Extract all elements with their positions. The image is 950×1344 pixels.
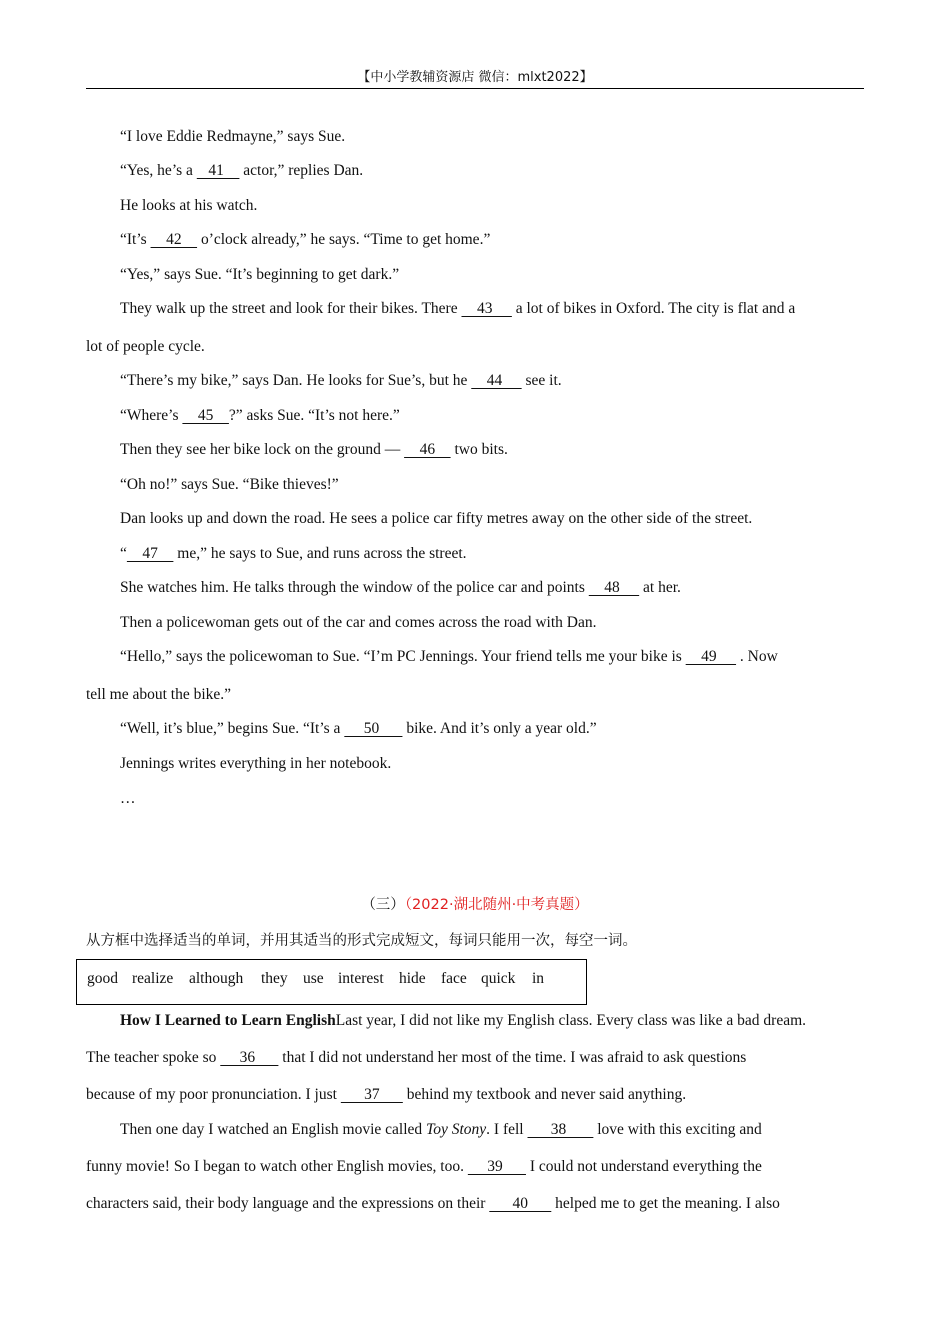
story-line: “ 47 me,” he says to Sue, and runs across the street. (120, 545, 467, 562)
movie-title: Toy Stony (426, 1121, 487, 1138)
story-line: Jennings writes everything in her notebook. (120, 755, 392, 772)
blank-41[interactable]: 41 (196, 162, 240, 179)
passage-line: Then one day I watched an English movie called Toy Stony. I fell 38 love with this exciting and (120, 1121, 762, 1138)
story-line: “Hello,” says the policewoman to Sue. “I’m PC Jennings. Your friend tells me your bike is 49 . Now (120, 648, 778, 665)
word-bank-item: interest (338, 970, 384, 987)
word-bank-item: quick (481, 970, 516, 987)
blank-46[interactable]: 46 (404, 441, 451, 458)
blank-44[interactable]: 44 (471, 372, 522, 389)
word-bank-item: face (441, 970, 467, 987)
story-line: “It’s 42 o’clock already,” he says. “Time to get home.” (120, 231, 491, 248)
word-bank-item: although (189, 970, 244, 987)
blank-39[interactable]: 39 (467, 1158, 526, 1175)
story-line: “Well, it’s blue,” begins Sue. “It’s a 50 bike. And it’s only a year old.” (120, 720, 597, 737)
passage-line: because of my poor pronunciation. I just 37 behind my textbook and never said anything. (86, 1086, 687, 1103)
word-bank-item: they (261, 970, 288, 987)
story-line: “Oh no!” says Sue. “Bike thieves!” (120, 476, 339, 493)
word-bank-item: good (87, 970, 118, 987)
story-line: She watches him. He talks through the window of the police car and points 48 at her. (120, 579, 681, 596)
story-line: “Yes,” says Sue. “It’s beginning to get dark.” (120, 266, 400, 283)
blank-49[interactable]: 49 (685, 648, 737, 665)
blank-50[interactable]: 50 (344, 720, 403, 737)
story-line: Then a policewoman gets out of the car and comes across the road with Dan. (120, 614, 597, 631)
passage-line: characters said, their body language and the expressions on their 40 helped me to get the meaning. I also (86, 1195, 780, 1212)
passage-line: How I Learned to Learn EnglishLast year, I did not like my English class. Every class was like a bad dream. (120, 1012, 807, 1029)
story-line: lot of people cycle. (86, 338, 205, 355)
story-line: tell me about the bike.” (86, 686, 232, 703)
page-header: 【中小学教辅资源店 微信：mlxt2022】 (86, 66, 864, 89)
blank-47[interactable]: 47 (126, 545, 174, 562)
passage-line: funny movie! So I began to watch other English movies, too. 39 I could not understand everything the (86, 1158, 762, 1175)
story-line: “I love Eddie Redmayne,” says Sue. (120, 128, 346, 145)
blank-40[interactable]: 40 (489, 1195, 552, 1212)
blank-45[interactable]: 45 (182, 407, 229, 424)
blank-42[interactable]: 42 (150, 231, 198, 248)
blank-37[interactable]: 37 (340, 1086, 403, 1103)
blank-38[interactable]: 38 (527, 1121, 594, 1138)
passage-line: The teacher spoke so 36 that I did not understand her most of the time. I was afraid to ask questions (86, 1049, 747, 1066)
section-number: （三） (361, 897, 405, 913)
story-line: “Yes, he’s a 41 actor,” replies Dan. (120, 162, 364, 179)
story-ellipsis: … (120, 790, 136, 807)
blank-43[interactable]: 43 (461, 300, 512, 317)
blank-36[interactable]: 36 (220, 1049, 279, 1066)
story-line: “Where’s 45 ?” asks Sue. “It’s not here.” (120, 407, 400, 424)
section-heading (86, 893, 864, 914)
passage-title: How I Learned to Learn English (120, 1012, 336, 1029)
story-line: He looks at his watch. (120, 197, 258, 214)
story-line: They walk up the street and look for their bikes. There 43 a lot of bikes in Oxford. The city is flat and a (120, 300, 796, 317)
section-source: （2022·湖北随州·中考真题） (404, 897, 589, 913)
word-bank-item: realize (132, 970, 174, 987)
story-line: Then they see her bike lock on the ground — 46 two bits. (120, 441, 508, 458)
story-line: Dan looks up and down the road. He sees a police car fifty metres away on the other side of the street. (120, 510, 753, 527)
section-instruction: 从方框中选择适当的单词，并用其适当的形式完成短文，每词只能用一次，每空一词。 (86, 933, 637, 949)
story-line: “There’s my bike,” says Dan. He looks for Sue’s, but he 44 see it. (120, 372, 562, 389)
word-bank-item: hide (399, 970, 426, 987)
word-bank-item: in (532, 970, 545, 987)
word-bank-item: use (303, 970, 324, 987)
blank-48[interactable]: 48 (588, 579, 640, 596)
word-bank (76, 959, 587, 1005)
